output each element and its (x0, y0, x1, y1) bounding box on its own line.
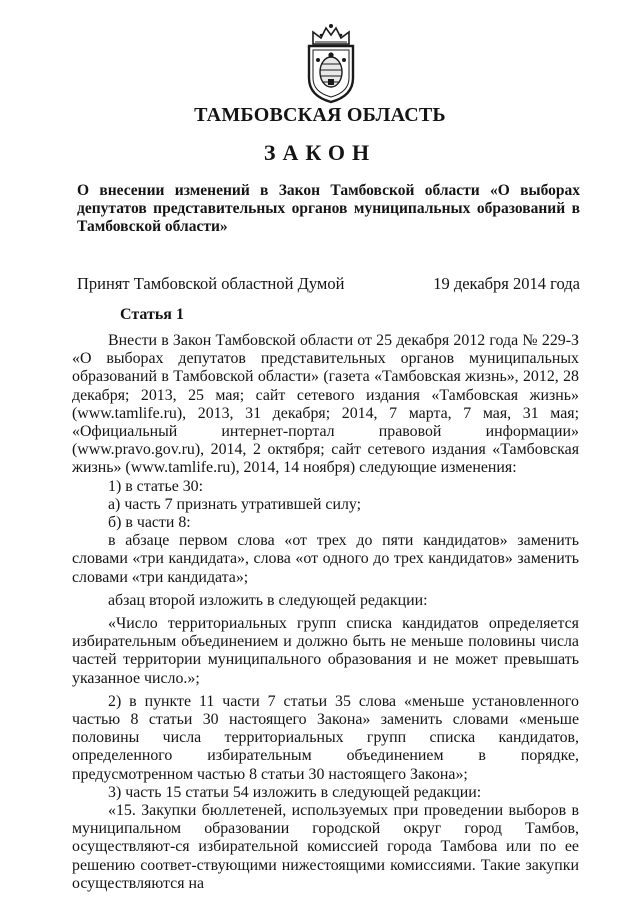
article-body (72, 332, 579, 893)
article-title: Статья 1 (120, 306, 184, 323)
body-paragraph: Внести в Закон Тамбовской области от 25 декабря 2012 года № 229-З «О выборах депутатов представительных органов муниципальных образований в Тамбовской области» (газета «Тамбовская жизнь», 2012, 28 декабря; 2013, 25 мая; сайт сетевого издания «Тамбовская жизнь» (www.tamlife.ru), 2013, 31 декабря; 2014, 7 марта, 7 мая, 31 мая; «Официальный интернет-портал правовой информации» (www.pravo.gov.ru), 2014, 2 октября; сайт сетевого издания «Тамбовская жизнь» (www.tamlife.ru), 2014, 14 ноября) следующие изменения: (72, 332, 579, 477)
body-paragraph: в абзаце первом слова «от трех до пяти кандидатов» заменить словами «три кандидата», слова «от одного до трех кандидатов» заменить словами «три кандидата»; (72, 532, 579, 586)
region-title: ТАМБОВСКАЯ ОБЛАСТЬ (194, 104, 446, 126)
law-subject: О внесении изменений в Закон Тамбовской области «О выборах депутатов представительных органов муниципальных образований в Тамбовской области» (77, 182, 580, 235)
adoption-line (77, 274, 580, 294)
body-paragraph: абзац второй изложить в следующей редакции: (108, 591, 428, 609)
body-paragraph: а) часть 7 признать утратившей силу; (108, 495, 362, 513)
adopted-by: Принят Тамбовской областной Думой (77, 274, 345, 293)
tambov-coat-of-arms-icon (299, 22, 363, 104)
body-paragraph: б) в части 8: (108, 514, 191, 532)
body-paragraph: «15. Закупки бюллетеней, используемых при проведении выборов в муниципальном образовании городской округ город Тамбов, осуществляют-ся избирательной комиссией города Тамбова или по ее решению соответ-ствующими нижестоящими комиссиями. Такие закупки осуществляются на (72, 802, 579, 892)
law-title: ЗАКОН (263, 140, 377, 165)
body-paragraph: 2) в пункте 11 части 7 статьи 35 слова «меньше установленного частью 8 статьи 30 настоящего Закона» заменить словами «меньше половины числа территориальных групп списка кандидатов, определенного избирательным объединением в порядке, предусмотренном частью 8 статьи 30 настоящего Закона»; (72, 692, 579, 783)
adopted-date: 19 декабря 2014 года (433, 274, 580, 293)
body-paragraph: 3) часть 15 статьи 54 изложить в следующей редакции: (108, 783, 482, 801)
body-paragraph: «Число территориальных групп списка кандидатов определяется избирательным объединением и должно быть не меньше половины числа частей территории муниципального образования и не может превышать указанное число.»; (72, 615, 579, 687)
body-paragraph: 1) в статье 30: (108, 477, 204, 495)
